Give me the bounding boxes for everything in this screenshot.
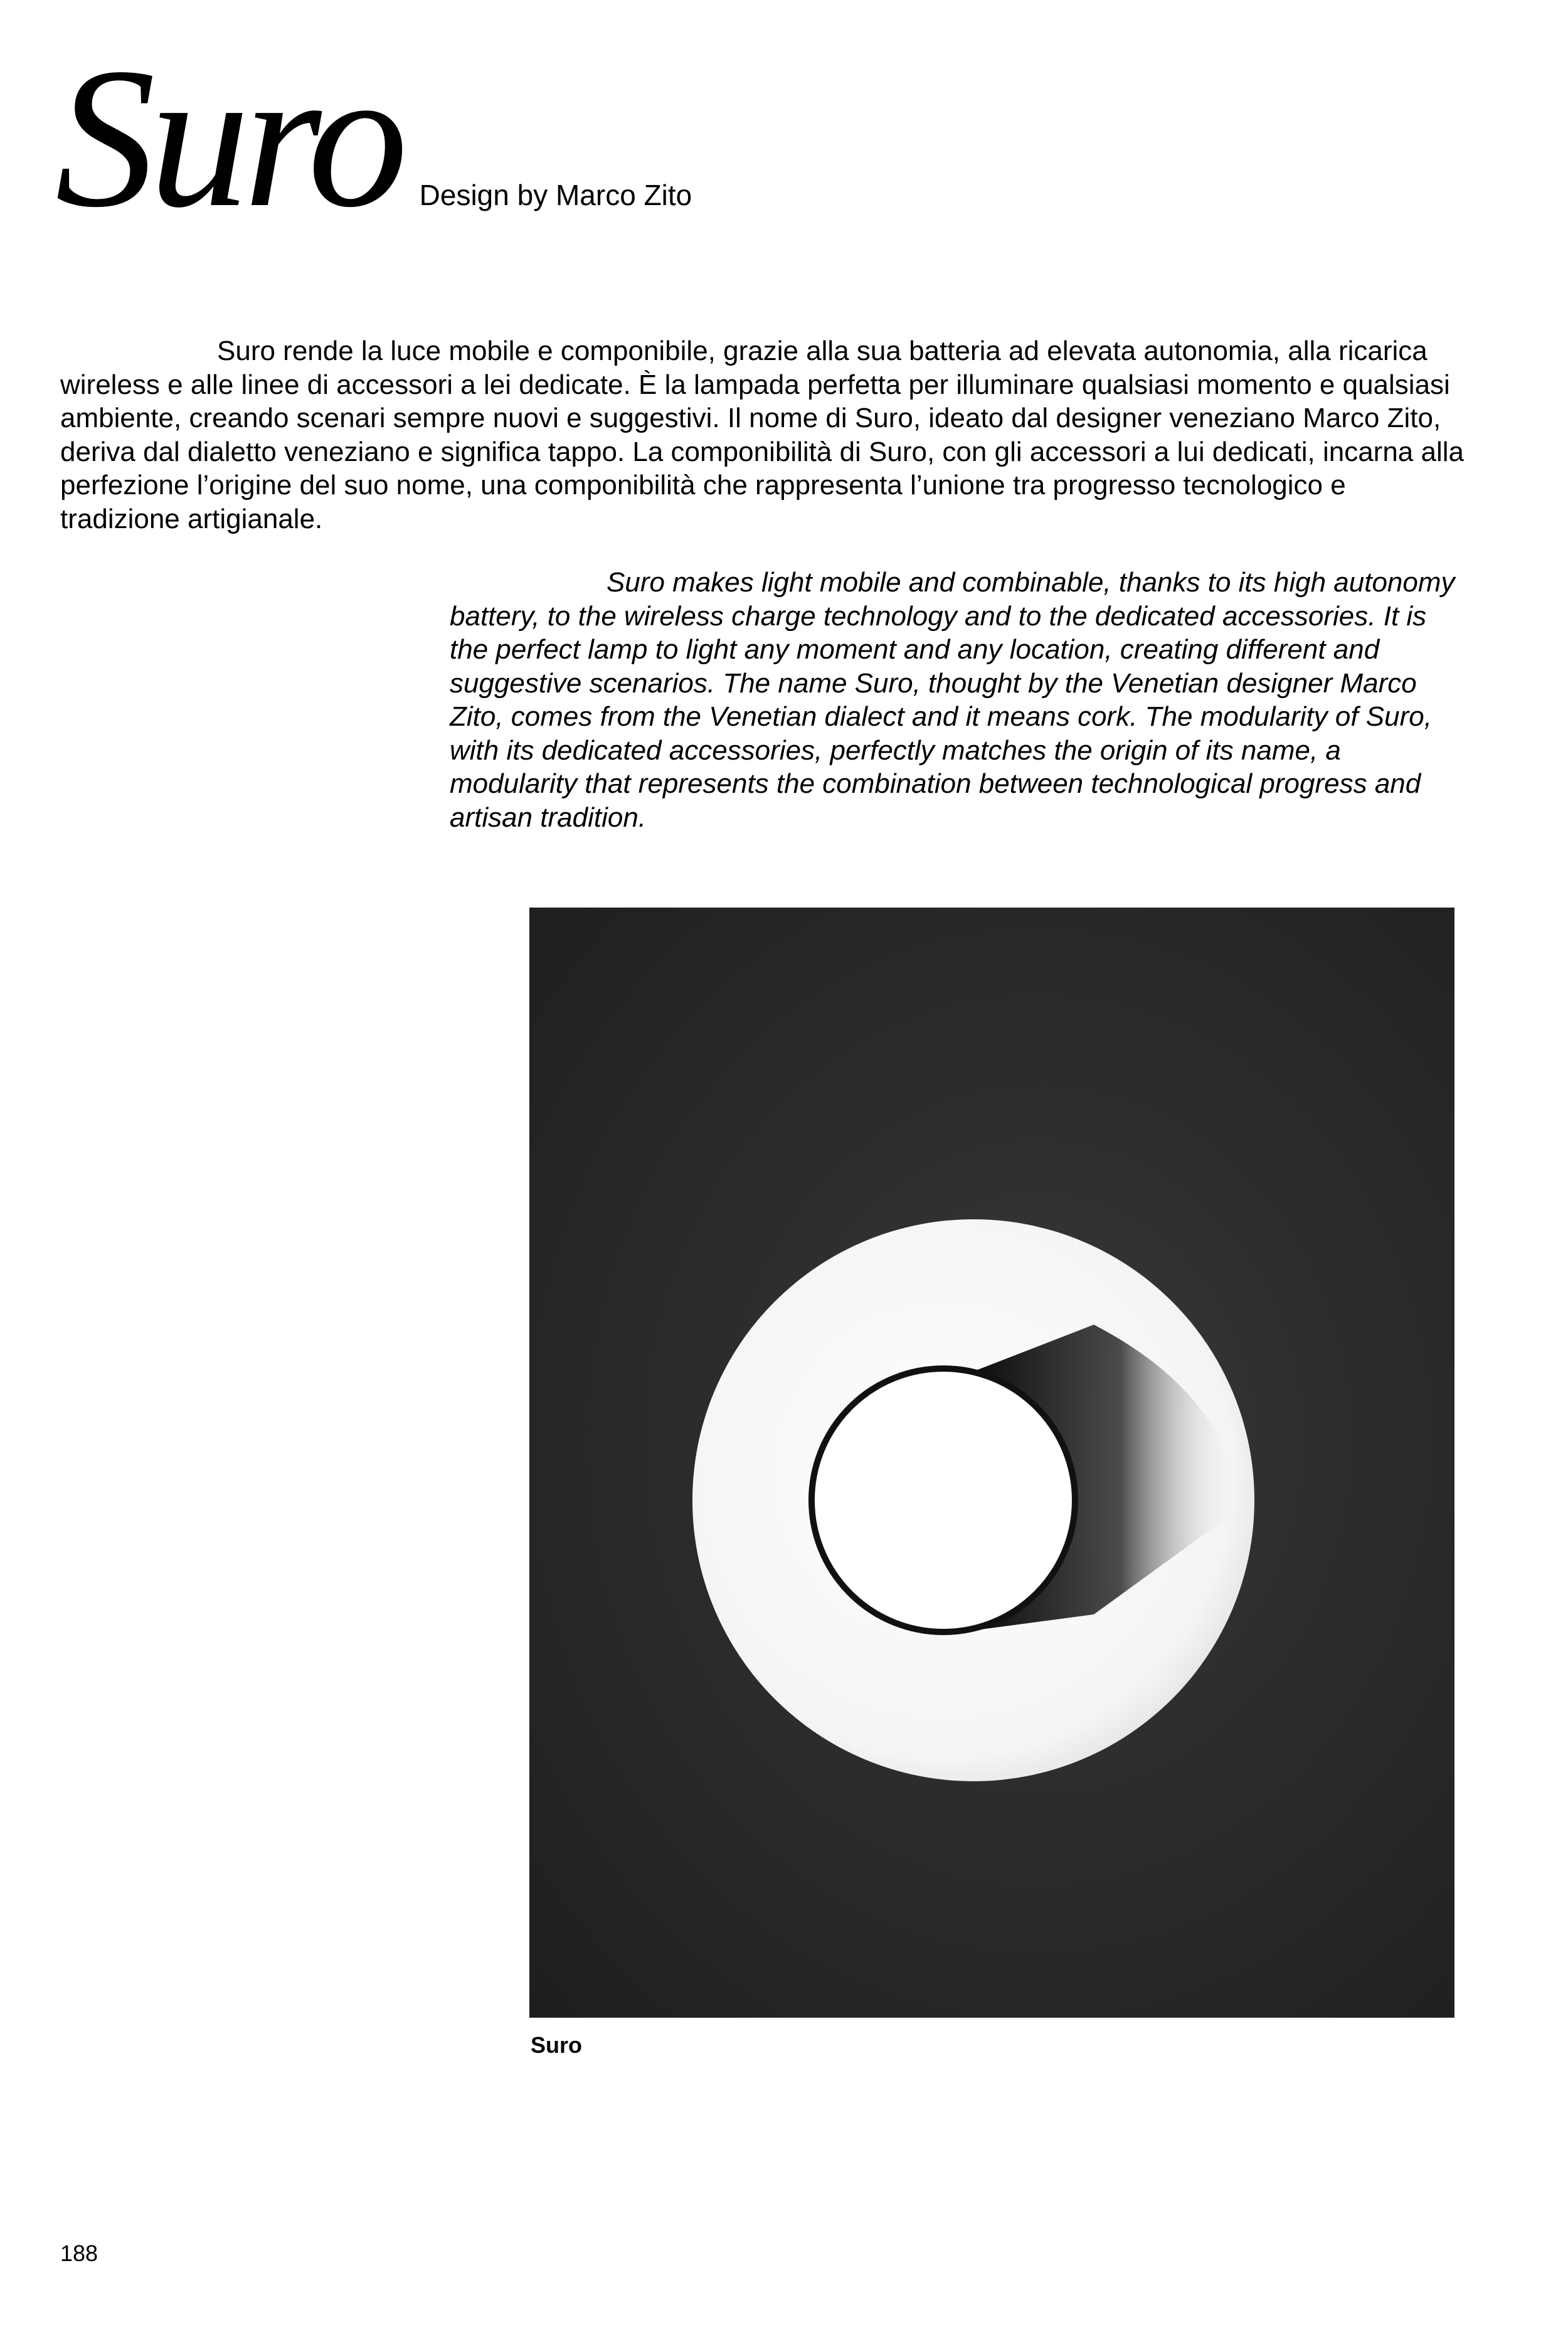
product-photo: [529, 908, 1454, 2018]
photo-caption: Suro: [531, 2032, 583, 2058]
page-title: Suro: [55, 27, 402, 249]
title-row: [55, 27, 692, 249]
suro-lamp-illustration: [529, 908, 1454, 2018]
page-number: 188: [60, 2240, 98, 2266]
designer-credit: Design by Marco Zito: [419, 179, 692, 211]
paragraph-english: Suro makes light mobile and combinable, thanks to its high autonomy battery, to the wireless charge technology and to the dedicated accessories. It is the perfect lamp to light any moment and any location, creating different and suggestive scenarios. The name Suro, thought by the Venetian designer Marco Zito, comes from the Venetian dialect and it means cork. The modularity of Suro, with its dedicated accessories, perfectly matches the origin of its name, a modularity that represents the combination between technological progress and artisan tradition.: [450, 567, 1455, 833]
paragraph-italian: Suro rende la luce mobile e componibile, grazie alla sua batteria ad elevata autonomia, alla ricarica wireless e alle linee di accessori a lei dedicate. È la lampada perfetta per illuminare qualsiasi momento e qualsiasi ambiente, creando scenari sempre nuovi e suggestivi. Il nome di Suro, ideato dal designer veneziano Marco Zito, deriva dal dialetto veneziano e significa tappo. La componibilità di Suro, con gli accessori a lui dedicati, incarna alla perfezione l’origine del suo nome, una componibilità che rappresenta l’unione tra progresso tecnologico e tradizione artigianale.: [60, 336, 1464, 534]
lamp-inner-cylinder: [812, 1369, 1075, 1632]
